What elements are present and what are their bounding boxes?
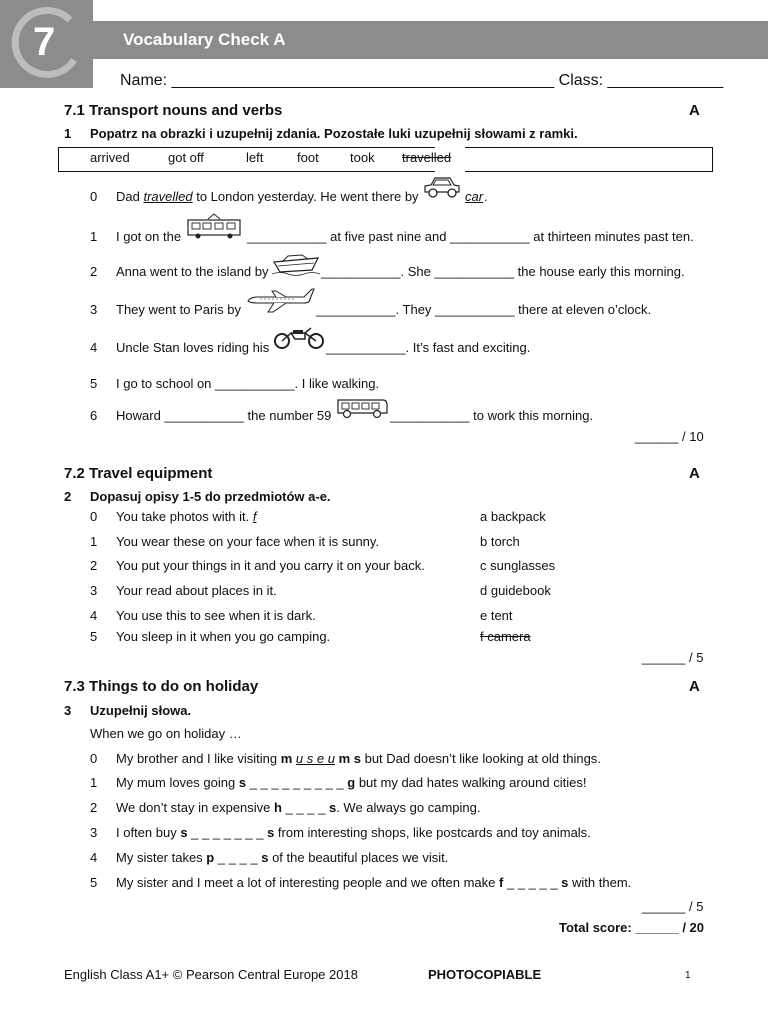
exercise-2-item-1: You wear these on your face when it is sunny. [116, 534, 380, 549]
exercise-1-item-2-end: ___________. She ___________ the house early this morning. [321, 264, 685, 279]
word-box-item: arrived [90, 150, 130, 165]
exercise-2-item-0: You take photos with it. f [116, 509, 257, 524]
exercise-3-item-3: I often buy s _ _ _ _ _ _ _ s from interesting shops, like postcards and toy animals. [116, 825, 591, 840]
section-7-2-title: 7.2 Travel equipment [64, 465, 213, 482]
exercise-3-item-5: My sister and I meet a lot of interesting people and we often make f _ _ _ _ _ s with them. [116, 875, 632, 890]
exercise-1-item-2-start: Anna went to the island by [116, 264, 269, 279]
item-number: 0 [90, 189, 98, 204]
page-title: Vocabulary Check A [123, 30, 286, 49]
item-number: 2 [90, 264, 98, 279]
exercise-1-number: 1 [64, 126, 72, 141]
exercise-2-item-2: You put your things in it and you carry it on your back. [116, 558, 425, 573]
item-number: 5 [90, 875, 98, 890]
word-box-item: foot [297, 150, 319, 165]
exercise-2-number: 2 [64, 489, 72, 504]
exercise-1-score: ______ / 10 [635, 429, 704, 444]
item-number: 0 [90, 509, 98, 524]
title-bar [93, 21, 768, 59]
exercise-1-item-1-end: ___________ at five past nine and ___________ at thirteen minutes past ten. [247, 229, 694, 244]
item-number: 1 [90, 775, 98, 790]
motorbike-icon [273, 324, 325, 350]
item-number: 1 [90, 229, 98, 244]
section-7-1-level: A [689, 102, 700, 119]
word-box-item: took [350, 150, 375, 165]
exercise-1-item-0-end: . [484, 189, 488, 204]
exercise-2-option-used: f camera [480, 629, 531, 644]
footer-photocopiable: PHOTOCOPIABLE [428, 967, 542, 982]
section-7-3-level: A [689, 678, 700, 695]
item-number: 2 [90, 558, 98, 573]
car-icon [422, 174, 462, 200]
exercise-2-option: b torch [480, 534, 520, 549]
exercise-3-item-1: My mum loves going s _ _ _ _ _ _ _ _ _ g but my dad hates walking around cities! [116, 775, 587, 790]
tram-icon [186, 212, 242, 240]
section-7-3-title: 7.3 Things to do on holiday [64, 678, 259, 695]
item-number: 2 [90, 800, 98, 815]
exercise-1-item-3-end: ___________. They ___________ there at eleven o’clock. [316, 302, 652, 317]
unit-number: 7 [33, 20, 56, 64]
item-number: 4 [90, 850, 98, 865]
word-box-item: left [246, 150, 264, 165]
exercise-3-instruction: Uzupełnij słowa. [90, 703, 192, 718]
exercise-2-option: e tent [480, 608, 513, 623]
exercise-1-item-5: I go to school on ___________. I like walking. [116, 376, 380, 391]
item-number: 5 [90, 629, 98, 644]
exercise-1-item-6-end: ___________ to work this morning. [390, 408, 594, 423]
section-7-2-level: A [689, 465, 700, 482]
exercise-2-item-5: You sleep in it when you go camping. [116, 629, 331, 644]
item-number: 0 [90, 751, 98, 766]
bus-icon [335, 396, 389, 420]
exercise-3-item-0: My brother and I like visiting m u s e u m s but Dad doesn’t like looking at old things. [116, 751, 601, 766]
exercise-1-instruction: Popatrz na obrazki i uzupełnij zdania. Pozostałe luki uzupełnij słowami z ramki. [90, 126, 578, 141]
item-number: 4 [90, 608, 98, 623]
exercise-3-lead: When we go on holiday … [90, 726, 242, 741]
exercise-3-item-4: My sister takes p _ _ _ _ s of the beautiful places we visit. [116, 850, 449, 865]
exercise-1-item-4-start: Uncle Stan loves riding his [116, 340, 270, 355]
word-box-item: got off [168, 150, 204, 165]
footer-copyright: English Class A1+ © Pearson Central Europe 2018 [64, 967, 358, 982]
exercise-2-item-4: You use this to see when it is dark. [116, 608, 316, 623]
unit-badge [0, 0, 93, 88]
exercise-2-item-3: Your read about places in it. [116, 583, 277, 598]
name-class-line: Name: ___________________________________________ Class: _____________ [120, 72, 724, 89]
exercise-2-option: c sunglasses [480, 558, 556, 573]
exercise-3-score: ______ / 5 [642, 899, 704, 914]
item-number: 5 [90, 376, 98, 391]
item-number: 3 [90, 302, 98, 317]
exercise-1-item-0-answer: car [465, 189, 484, 204]
item-number: 6 [90, 408, 98, 423]
item-number: 3 [90, 825, 98, 840]
item-number: 4 [90, 340, 98, 355]
exercise-2-option: a backpack [480, 509, 546, 524]
exercise-1-item-4-end: ___________. It’s fast and exciting. [326, 340, 531, 355]
plane-icon [246, 285, 316, 315]
word-box-item-used: travelled [402, 150, 452, 165]
page-number: 1 [685, 970, 691, 981]
exercise-1-item-6-start: Howard ___________ the number 59 [116, 408, 332, 423]
boat-icon [272, 250, 320, 276]
exercise-1-item-0: Dad travelled to London yesterday. He went there by [116, 189, 419, 204]
exercise-2-option: d guidebook [480, 583, 551, 598]
word-box [58, 147, 713, 172]
total-score: Total score: ______ / 20 [559, 920, 705, 935]
item-number: 1 [90, 534, 98, 549]
exercise-1-item-3-start: They went to Paris by [116, 302, 241, 317]
exercise-1-item-1-start: I got on the [116, 229, 182, 244]
exercise-2-score: ______ / 5 [642, 650, 704, 665]
exercise-3-item-2: We don’t stay in expensive h _ _ _ _ s. We always go camping. [116, 800, 481, 815]
exercise-3-number: 3 [64, 703, 72, 718]
item-number: 3 [90, 583, 98, 598]
exercise-2-instruction: Dopasuj opisy 1-5 do przedmiotów a-e. [90, 489, 331, 504]
section-7-1-title: 7.1 Transport nouns and verbs [64, 102, 283, 119]
